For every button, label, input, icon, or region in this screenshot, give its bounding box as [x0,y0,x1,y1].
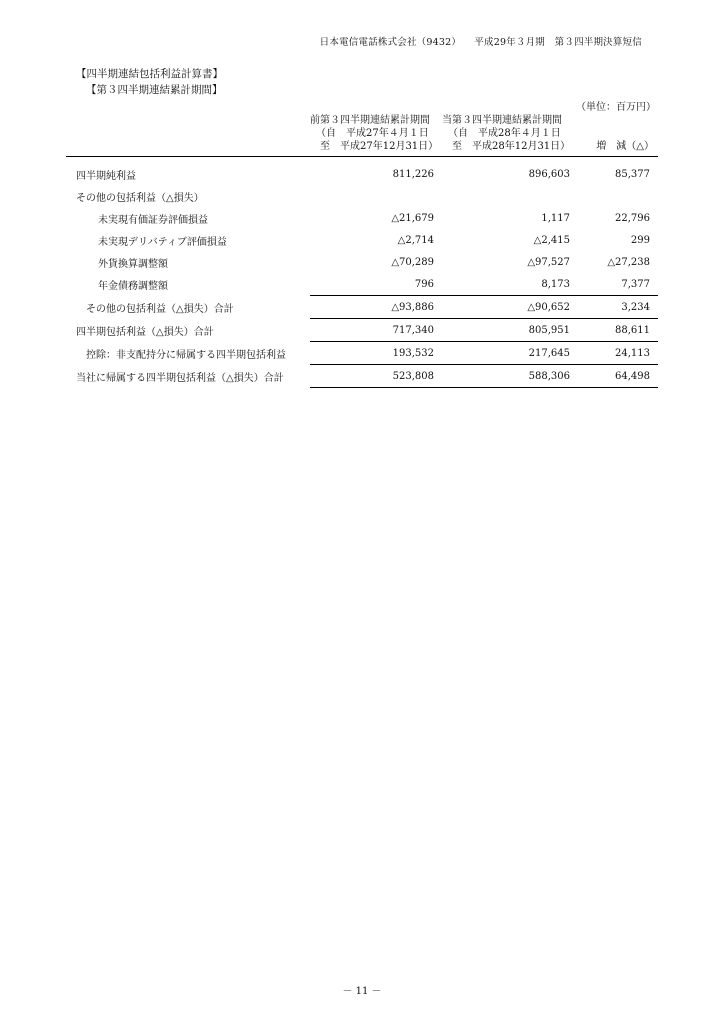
table-row [66,365,658,388]
statement-subtitle: 【第３四半期連結累計期間】 [86,84,223,96]
company-name: 日本電信電話株式会社（9432） [319,37,462,48]
curr-value: 217,645 [442,342,578,365]
curr-value: 805,951 [442,319,578,342]
prev-value: 796 [414,278,434,290]
curr-period-header: 当第３四半期連結累計期間 （自 平成28年４月１日 至 平成28年12月31日） [442,112,578,157]
row-label: 年金債務調整額 [98,280,168,292]
prev-value: 523,808 [310,365,442,388]
statement-title: 【四半期連結包括利益計算書】 [76,68,223,80]
prev-value: △93,886 [310,296,442,319]
curr-value: 588,306 [442,365,578,388]
row-label: 未実現有価証券評価損益 [98,214,208,226]
table-header-row [66,112,658,157]
prev-value: △21,679 [391,212,434,224]
table-row [66,342,658,365]
table-row [66,207,658,229]
prev-value: △2,714 [397,234,434,246]
table-row [66,229,658,251]
table-row [66,296,658,319]
change-header: 増 減（△） [578,112,658,157]
row-label: その他の包括利益（△損失） [76,192,204,204]
row-label: その他の包括利益（△損失）合計 [86,303,234,315]
change-value: 7,377 [621,278,650,290]
table-row [66,251,658,273]
change-value: 24,113 [578,342,658,365]
curr-value: △97,527 [527,256,570,268]
prev-value [310,185,442,207]
change-value: 85,377 [615,168,650,180]
prev-value: 717,340 [310,319,442,342]
unit-label: （単位：百万円） [576,102,656,113]
curr-value: 896,603 [528,168,570,180]
label-column-header [66,112,310,157]
comprehensive-income-table [66,112,658,388]
change-value: 299 [630,234,650,246]
table-row [66,319,658,342]
change-value [578,185,658,207]
row-label: 当社に帰属する四半期包括利益（△損失）合計 [76,372,284,384]
curr-value: △90,652 [442,296,578,319]
table-row [66,273,658,296]
row-label: 外貨換算調整額 [98,258,168,270]
prev-value: △70,289 [391,256,434,268]
curr-value: 8,173 [541,278,570,290]
change-value: 64,498 [578,365,658,388]
page-number: － 11 － [342,986,382,997]
curr-value [442,185,578,207]
prev-value: 811,226 [392,168,434,180]
row-label: 四半期包括利益（△損失）合計 [76,326,214,338]
table-row [66,185,658,207]
row-label: 未実現デリバティブ評価損益 [98,236,227,248]
table-row [66,157,658,186]
report-period: 平成29年３月期 第３四半期決算短信 [474,37,642,48]
page-header [310,34,642,48]
curr-value: 1,117 [541,212,570,224]
change-value: 88,611 [578,319,658,342]
row-label: 控除：非支配持分に帰属する四半期包括利益 [86,349,286,361]
change-value: 22,796 [615,212,650,224]
prev-period-header: 前第３四半期連結累計期間 （自 平成27年４月１日 至 平成27年12月31日） [310,112,442,157]
row-label: 四半期純利益 [76,170,136,182]
change-value: 3,234 [578,296,658,319]
curr-value: △2,415 [533,234,570,246]
prev-value: 193,532 [310,342,442,365]
change-value: △27,238 [607,256,650,268]
